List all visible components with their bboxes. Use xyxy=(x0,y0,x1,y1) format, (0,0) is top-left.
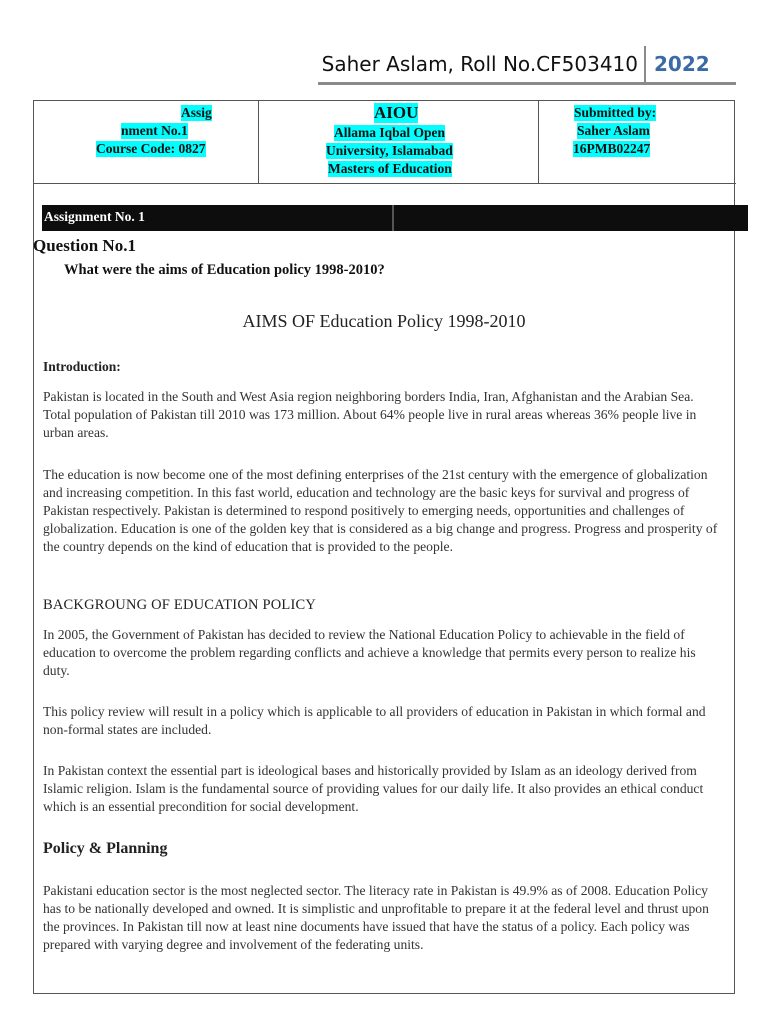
assignment-label-part2: nment No.1 xyxy=(121,123,188,138)
header-year: 2022 xyxy=(654,52,710,76)
background-paragraph-2: This policy review will result in a policy which is applicable to all providers of education in Pakistan in which formal and non-formal states are included. xyxy=(43,704,706,737)
background-heading: BACKGROUNG OF EDUCATION POLICY xyxy=(43,597,317,613)
background-paragraph-3: In Pakistan context the essential part is ideological bases and historically provided by Islam as an ideology derived from Islamic religion. Islam is the fundamental source of providing values for our daily life. It also provides an ethical conduct which is an essential precondition for social development. xyxy=(43,763,704,814)
submitted-by-label: Submitted by: xyxy=(574,105,657,120)
question-text: What were the aims of Education policy 1998-2010? xyxy=(64,262,385,278)
assignment-info-cell xyxy=(34,101,259,184)
header-rule xyxy=(318,82,736,85)
submitter-id: 16PMB02247 xyxy=(573,141,651,156)
assignment-bar-label: Assignment No. 1 xyxy=(44,209,145,224)
page-header xyxy=(0,44,768,86)
intro-paragraph-1: Pakistan is located in the South and West Asia region neighboring borders India, Iran, Afghanistan and the Arabian Sea. Total population of Pakistan till 2010 was 173 million. About 64% people live in rural areas whereas 36% people live in urban areas. xyxy=(43,389,697,440)
course-code: Course Code: 0827 xyxy=(96,141,206,156)
assignment-label-part1: Assig xyxy=(181,105,212,120)
assignment-bar-divider xyxy=(392,205,394,231)
university-name-line1: Allama Iqbal Open xyxy=(334,125,446,140)
introduction-heading: Introduction: xyxy=(43,359,121,374)
university-name-line2: University, Islamabad xyxy=(326,143,453,158)
main-heading: AIMS OF Education Policy 1998-2010 xyxy=(242,311,526,331)
question-title: Question No.1 xyxy=(33,236,136,255)
background-paragraph-1: In 2005, the Government of Pakistan has decided to review the National Education Policy to achievable in the field of education to overcome the problem regarding conflicts and achieve a knowledge that permits every person to realize his duty. xyxy=(43,627,696,678)
intro-paragraph-2: The education is now become one of the most defining enterprises of the 21st century with the emergence of globalization and increasing competition. In this fast world, education and technology are the basic keys for survival and progress of Pakistan respectively. Pakistan is determined to respond positively to emerging needs, opportunities and challenges of globalization. Education is one of the golden key that is considered as a big change and progress. Progress and prosperity of the country depends on the kind of education that is provided to the people. xyxy=(43,467,718,554)
submitter-name: Saher Aslam xyxy=(577,123,650,138)
submitter-cell xyxy=(539,101,736,184)
university-acronym: AIOU xyxy=(374,103,419,122)
program-name: Masters of Education xyxy=(328,161,452,176)
university-cell xyxy=(259,101,539,184)
header-divider xyxy=(644,46,646,84)
policy-paragraph-1: Pakistani education sector is the most neglected sector. The literacy rate in Pakistan is 49.9% as of 2008. Education Policy has to be nationally developed and owned. It is simplistic and unprofitable to prepare it at the federal level and thrust upon the provinces. In Pakistan till now at least nine documents have issued that have the status of a policy. Each policy was prepared with varying degree and involvement of the federating units. xyxy=(43,883,709,952)
author-roll: Saher Aslam, Roll No.CF503410 xyxy=(321,52,638,76)
policy-heading: Policy & Planning xyxy=(43,840,168,857)
assignment-bar xyxy=(42,205,748,231)
